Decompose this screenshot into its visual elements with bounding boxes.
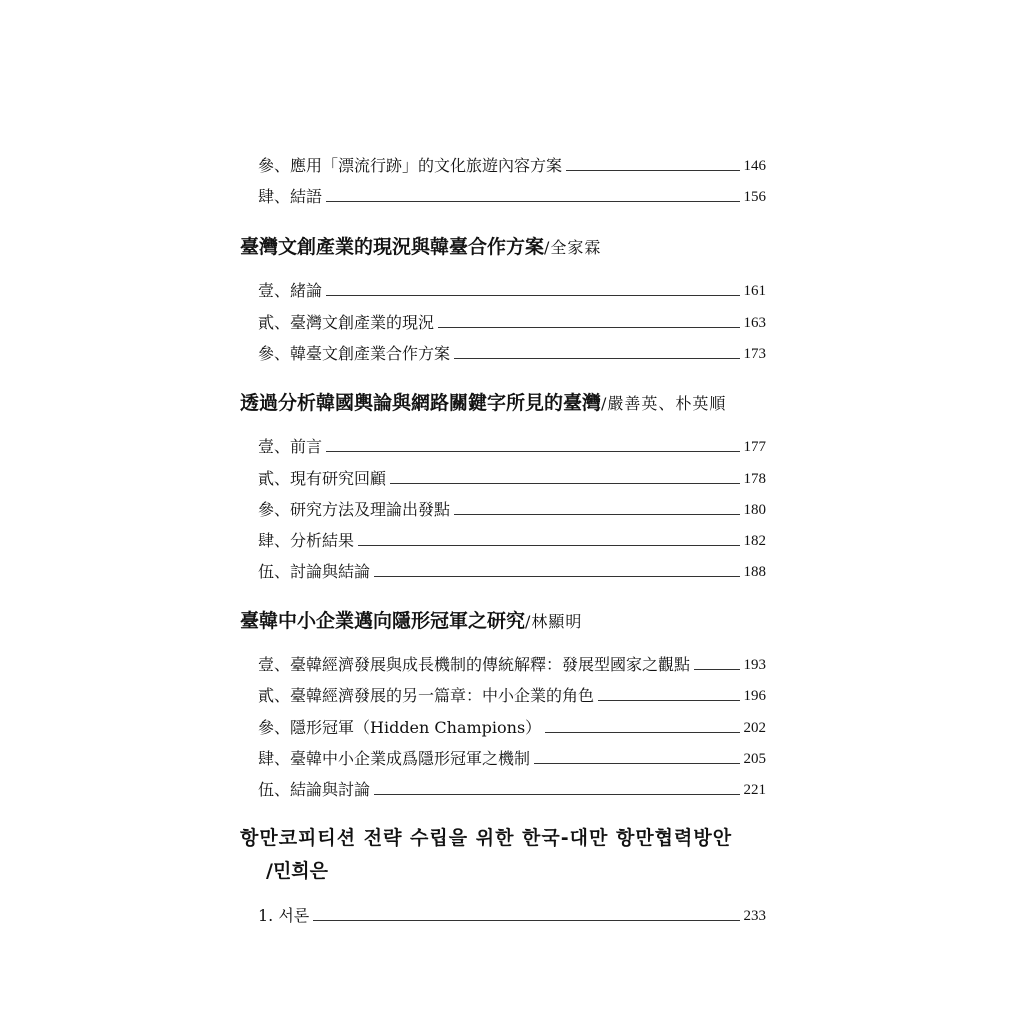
toc-entry-page: 161	[743, 283, 766, 299]
section-author: /嚴善英、朴英順	[601, 394, 727, 413]
section-author-text: /민희은	[266, 860, 329, 882]
toc-entry-label: 貳、臺灣文創產業的現況	[258, 313, 435, 332]
dot-leader	[358, 545, 739, 546]
dot-leader	[454, 514, 739, 515]
toc-entry-page: 178	[743, 471, 766, 487]
toc-entry-page: 188	[743, 564, 766, 580]
dot-leader	[374, 794, 739, 795]
toc-entry-label: 壹、臺韓經濟發展與成長機制的傳統解釋：發展型國家之觀點	[258, 655, 691, 674]
dot-leader	[454, 358, 739, 359]
dot-leader	[374, 576, 739, 577]
dot-leader	[598, 700, 739, 701]
dot-leader	[694, 669, 739, 670]
toc-entry-page: 221	[743, 782, 766, 798]
toc-entry[interactable]	[258, 651, 766, 675]
toc-entry[interactable]	[258, 558, 766, 582]
toc-entry[interactable]	[258, 183, 766, 207]
toc-entry-label: 貳、臺韓經濟發展的另一篇章：中小企業的角色	[258, 686, 595, 705]
section-author: /全家霖	[544, 238, 602, 257]
toc-entry[interactable]	[258, 465, 766, 489]
toc-entry[interactable]	[258, 902, 766, 926]
toc-entry-label: 伍、討論與結論	[258, 562, 371, 581]
toc-entry-label: 參、研究方法及理論出發點	[258, 500, 451, 519]
toc-entry-page: 180	[743, 502, 766, 518]
section-title-text: 透過分析韓國輿論與網路關鍵字所見的臺灣	[240, 392, 602, 414]
toc-entry[interactable]	[258, 309, 766, 333]
section-title	[240, 234, 601, 261]
toc-entry[interactable]	[258, 714, 766, 738]
toc-entry[interactable]	[258, 433, 766, 457]
toc-entry[interactable]	[258, 527, 766, 551]
dot-leader	[326, 201, 739, 202]
toc-entry-label: 壹、緒論	[258, 281, 323, 300]
toc-entry-label: 伍、結論與討論	[258, 780, 371, 799]
toc-entry-page: 233	[743, 908, 766, 924]
toc-entry[interactable]	[258, 776, 766, 800]
dot-leader	[390, 483, 739, 484]
toc-entry-page: 196	[743, 688, 766, 704]
toc-entry-label: 肆、臺韓中小企業成爲隱形冠軍之機制	[258, 749, 531, 768]
toc-entry-page: 146	[743, 158, 766, 174]
toc-entry-page: 202	[743, 720, 766, 736]
dot-leader	[545, 732, 739, 733]
toc-entry-page: 173	[743, 346, 766, 362]
toc-entry[interactable]	[258, 152, 766, 176]
section-title-text: 臺韓中小企業邁向隱形冠軍之研究	[240, 610, 526, 632]
toc-entry[interactable]	[258, 682, 766, 706]
toc-entry[interactable]	[258, 745, 766, 769]
toc-entry-page: 205	[743, 751, 766, 767]
toc-entry-page: 163	[743, 315, 766, 331]
section-title-text: 臺灣文創產業的現況與韓臺合作方案	[240, 236, 545, 258]
toc-entry-label: 貳、現有研究回顧	[258, 469, 387, 488]
toc-entry-label: 參、隱形冠軍（Hidden Champions）	[258, 718, 542, 737]
toc-entry-page: 193	[743, 657, 766, 673]
section-title-text: 항만코피티션 전략 수립을 위한 한국-대만 항만협력방안	[240, 827, 733, 849]
section-title	[240, 608, 582, 635]
section-author: /林顯明	[525, 612, 583, 631]
dot-leader	[313, 920, 739, 921]
dot-leader	[438, 327, 739, 328]
toc-entry-label: 1. 서론	[258, 906, 310, 925]
toc-entry-page: 182	[743, 533, 766, 549]
dot-leader	[534, 763, 739, 764]
section-author	[266, 858, 328, 884]
toc-entry[interactable]	[258, 496, 766, 520]
dot-leader	[326, 451, 739, 452]
toc-entry-label: 壹、前言	[258, 437, 323, 456]
toc-entry[interactable]	[258, 277, 766, 301]
toc-entry-label: 參、韓臺文創產業合作方案	[258, 344, 451, 363]
dot-leader	[566, 170, 739, 171]
toc-entry-label: 參、應用「漂流行跡」的文化旅遊內容方案	[258, 156, 563, 175]
toc-entry-page: 156	[743, 189, 766, 205]
toc-entry-label: 肆、結語	[258, 187, 323, 206]
toc-entry-page: 177	[743, 439, 766, 455]
dot-leader	[326, 295, 739, 296]
toc-entry[interactable]	[258, 340, 766, 364]
section-title	[240, 825, 732, 851]
section-title	[240, 390, 726, 417]
toc-entry-label: 肆、分析結果	[258, 531, 355, 550]
